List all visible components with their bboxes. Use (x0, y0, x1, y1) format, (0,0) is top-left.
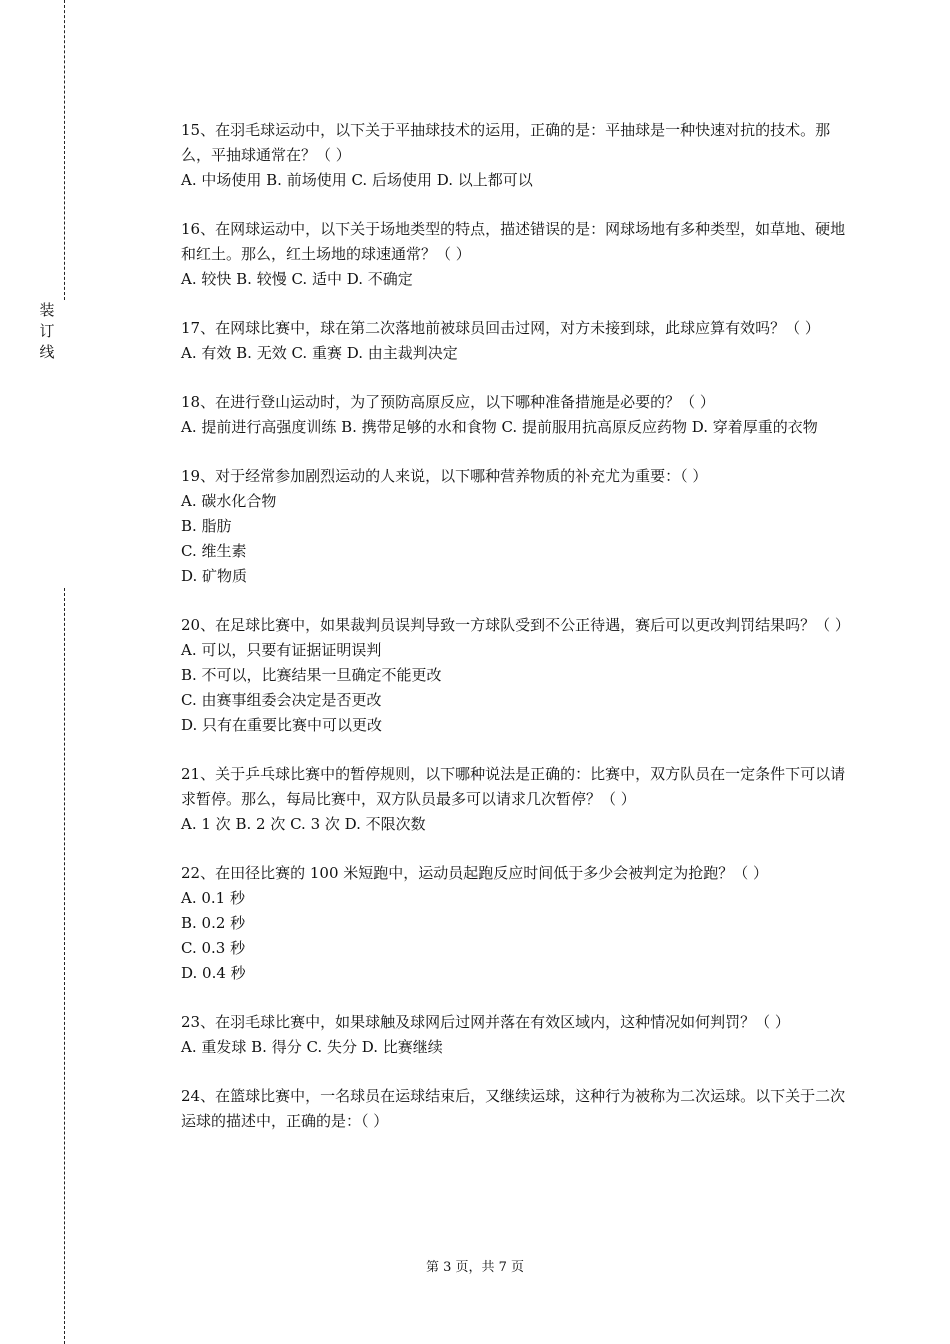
question-18 (181, 390, 853, 440)
inline-options: A. 重发球 B. 得分 C. 失分 D. 比赛继续 (181, 1038, 443, 1056)
inline-options: A. 有效 B. 无效 C. 重赛 D. 由主裁判决定 (181, 344, 458, 362)
question-16 (181, 217, 853, 292)
option-b: B. 不可以，比赛结果一旦确定不能更改 (181, 666, 442, 684)
binding-line-top (64, 0, 65, 300)
question-text: 22、在田径比赛的 100 米短跑中，运动员起跑反应时间低于多少会被判定为抢跑？（ ） (181, 864, 769, 882)
binding-char: 线 (39, 343, 55, 361)
question-22 (181, 861, 853, 986)
inline-options: A. 提前进行高强度训练 B. 携带足够的水和食物 C. 提前服用抗高原反应药物 D. 穿着厚重的衣物 (181, 418, 818, 436)
question-text: 15、在羽毛球运动中，以下关于平抽球技术的运用，正确的是：平抽球是一种快速对抗的技术。那么，平抽球通常在？（ ） (181, 121, 831, 164)
question-15 (181, 118, 853, 193)
question-list (181, 118, 853, 1158)
option-d: D. 0.4 秒 (181, 964, 246, 982)
option-c: C. 由赛事组委会决定是否更改 (181, 691, 382, 709)
inline-options: A. 中场使用 B. 前场使用 C. 后场使用 D. 以上都可以 (181, 171, 533, 189)
option-a: A. 碳水化合物 (181, 492, 277, 510)
question-19 (181, 464, 853, 589)
question-21 (181, 762, 853, 837)
question-20 (181, 613, 853, 738)
question-text: 24、在篮球比赛中，一名球员在运球结束后，又继续运球，这种行为被称为二次运球。以下关于二次运球的描述中，正确的是：（ ） (181, 1087, 846, 1130)
binding-char: 装 (39, 301, 55, 319)
binding-char: 订 (39, 322, 55, 340)
page-footer: 第 3 页，共 7 页 (425, 1260, 525, 1275)
option-b: B. 脂肪 (181, 517, 232, 535)
question-text: 18、在进行登山运动时，为了预防高原反应，以下哪种准备措施是必要的？（ ） (181, 393, 715, 411)
question-23 (181, 1010, 853, 1060)
option-a: A. 可以，只要有证据证明误判 (181, 641, 382, 659)
inline-options: A. 1 次 B. 2 次 C. 3 次 D. 不限次数 (181, 815, 426, 833)
inline-options: A. 较快 B. 较慢 C. 适中 D. 不确定 (181, 270, 413, 288)
question-text: 17、在网球比赛中，球在第二次落地前被球员回击过网，对方未接到球，此球应算有效吗？（ ） (181, 319, 820, 337)
question-17 (181, 316, 853, 366)
question-text: 19、对于经常参加剧烈运动的人来说，以下哪种营养物质的补充尤为重要：（ ） (181, 467, 708, 485)
option-c: C. 0.3 秒 (181, 939, 246, 957)
option-b: B. 0.2 秒 (181, 914, 246, 932)
question-text: 21、关于乒乓球比赛中的暂停规则，以下哪种说法是正确的：比赛中，双方队员在一定条件下可以请求暂停。那么，每局比赛中，双方队员最多可以请求几次暂停？（ ） (181, 765, 846, 808)
binding-label (38, 300, 56, 363)
binding-line-bottom (64, 588, 65, 1344)
question-text: 16、在网球运动中，以下关于场地类型的特点，描述错误的是：网球场地有多种类型，如草地、硬地和红土。那么，红土场地的球速通常？（ ） (181, 220, 846, 263)
question-24 (181, 1084, 853, 1134)
option-a: A. 0.1 秒 (181, 889, 245, 907)
option-c: C. 维生素 (181, 542, 247, 560)
option-d: D. 矿物质 (181, 567, 248, 585)
question-text: 23、在羽毛球比赛中，如果球触及球网后过网并落在有效区域内，这种情况如何判罚？（ ） (181, 1013, 790, 1031)
question-text: 20、在足球比赛中，如果裁判员误判导致一方球队受到不公正待遇，赛后可以更改判罚结果吗？（ ） (181, 616, 850, 634)
option-d: D. 只有在重要比赛中可以更改 (181, 716, 383, 734)
